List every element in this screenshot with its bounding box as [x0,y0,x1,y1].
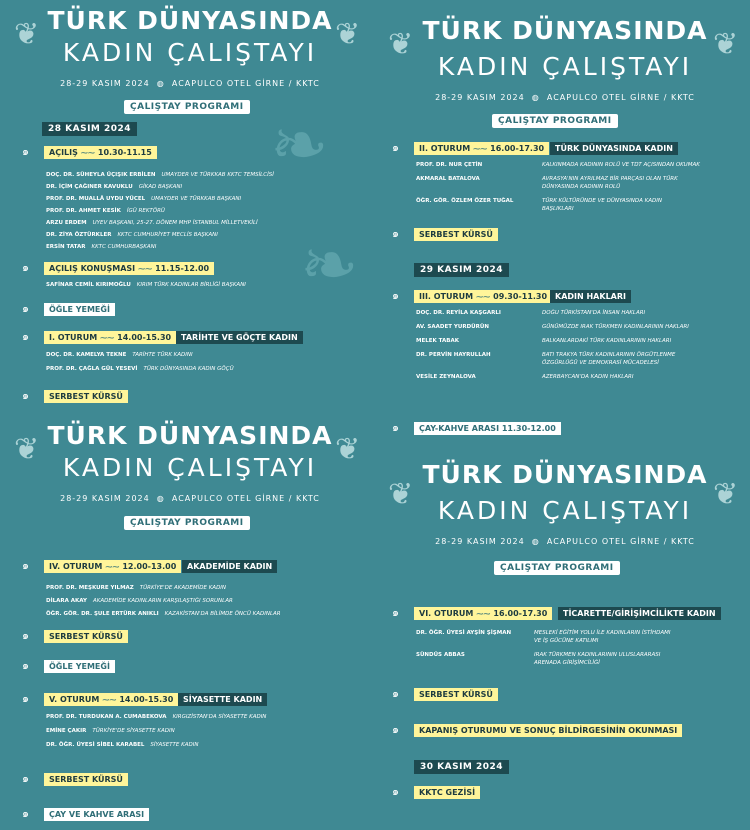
program-panel-4 [380,440,750,830]
speaker-topic-continued: VE İŞ GÜCÜNE KATILIMI [534,638,599,644]
swirl-bullet-icon: ๑ [22,261,29,274]
swirl-bullet-icon: ๑ [22,772,29,785]
speaker-topic: GÜNÜMÜZDE IRAK TÜRKMEN KADINLARININ HAKLARI [542,324,689,330]
speaker-topic: DOĞU TÜRKİSTAN'DA İNSAN HAKLARI [542,310,646,316]
swirl-ornament-icon: ❦ [335,17,361,52]
session-topic-2: TÜRK DÜNYASINDA KADIN [550,142,678,155]
speaker-row [46,232,218,238]
event-venue: ACAPULCO OTEL GİRNE / KKTC [171,494,320,503]
speaker-topic: TÜRK DÜNYASINDA KADIN GÖÇÜ [143,366,234,372]
speaker-name: SÜNDÜS ABBAS [416,652,465,658]
day-date-label: 29 KASIM 2024 [414,263,509,277]
page-title-line1: TÜRK DÜNYASINDA [422,460,708,489]
speaker-name: PROF. DR. AHMET KESİK [46,208,121,214]
speaker-topic: BALKANLARDAKİ TÜRK KADINLARININ HAKLARI [542,338,672,344]
speaker-row [46,220,258,226]
speaker-row [416,374,634,380]
swirl-ornament-icon: ❧ [300,224,359,306]
session-oturum-4: IV. OTURUM ⁓⁓ 12.00-13.00 [44,560,181,573]
event-dates: 28-29 KASIM 2024 [435,93,525,102]
session-topic-6: TİCARETTE/GİRİŞİMCİLİKTE KADIN [558,607,721,620]
speaker-topic: TÜRKİYE'DE SİYASETTE KADIN [92,728,175,734]
open-floor-label: SERBEST KÜRSÜ [44,390,128,403]
speaker-name: PROF. DR. MEŞKURE YILMAZ [46,585,134,591]
speaker-name: EMİNE ÇAKIR [46,728,87,734]
speaker-topic: İGÜ REKTÖRÜ [126,208,165,214]
speaker-name: ÖĞR. GÖR. ÖZLEM ÖZER TUĞAL [416,198,514,204]
speaker-name: DİLARA AKAY [46,598,88,604]
lunch-break-label: ÖĞLE YEMEĞİ [44,660,115,673]
program-label: ÇALIŞTAY PROGRAMI [124,100,250,114]
speaker-row [46,282,246,288]
program-panel-1 [0,0,380,415]
event-subtitle: 28-29 KASIM 2024 ◍ ACAPULCO OTEL GİRNE / KKTC [60,494,320,503]
speaker-row [46,208,165,214]
session-topic-1: TARİHTE VE GÖÇTE KADIN [176,331,303,344]
speaker-topic: BATI TRAKYA TÜRK KADINLARININ ÖRGÜTLENME [542,352,676,358]
day-date-label: 28 KASIM 2024 [42,122,137,136]
speaker-name: PROF. DR. TURDUKAN A. CUMABEKOVA [46,714,167,720]
speaker-row [46,728,175,734]
coffee-break-label: ÇAY VE KAHVE ARASI [44,808,149,821]
program-label: ÇALIŞTAY PROGRAMI [492,114,618,128]
session-oturum-6: VI. OTURUM ⁓⁓ 16.00-17.30 [414,607,552,620]
swirl-bullet-icon: ๑ [22,302,29,315]
event-subtitle: 28-29 KASIM 2024 ◍ ACAPULCO OTEL GİRNE / KKTC [435,93,695,102]
page-title-line2: KADIN ÇALIŞTAYI [437,52,693,81]
swirl-bullet-icon: ๑ [392,227,399,240]
speaker-topic: MESLEKİ EĞİTİM YOLU İLE KADINLARIN İSTİHDAMI [534,630,671,636]
speaker-topic: SİYASETTE KADIN [150,742,199,748]
event-dates: 28-29 KASIM 2024 [60,79,150,88]
speaker-row [46,172,274,178]
speaker-name: DR. İÇİM ÇAĞINER KAVUKLU [46,184,133,190]
speaker-row [416,652,661,658]
open-floor-label: SERBEST KÜRSÜ [44,630,128,643]
page-title-line2: KADIN ÇALIŞTAYI [62,38,318,67]
speaker-row [46,184,182,190]
speaker-topic: KALKINMADA KADININ ROLÜ VE TDT AÇISINDAN OKUMAK [542,162,700,168]
program-label: ÇALIŞTAY PROGRAMI [124,516,250,530]
swirl-ornament-icon: ❦ [713,477,739,512]
page-title-line2: KADIN ÇALIŞTAYI [437,496,693,525]
speaker-row [46,366,234,372]
event-venue: ACAPULCO OTEL GİRNE / KKTC [546,537,695,546]
speaker-name: SAFİNAR CEMİL KIRIMOĞLU [46,282,131,288]
speaker-topic: UMAYDER VE TÜRKKAB BAŞKANI [151,196,242,202]
speaker-row [416,310,646,316]
speaker-row [46,352,193,358]
speaker-name: DR. ÖĞR. ÜYESİ AYŞİN ŞİŞMAN [416,630,512,636]
day-date-label: 30 KASIM 2024 [414,760,509,774]
speaker-name: PROF. DR. MUALLÂ UYDU YÜCEL [46,196,146,202]
speaker-topic-continued: DÜNYASINDA KADININ ROLÜ [542,184,621,190]
swirl-bullet-icon: ๑ [392,785,399,798]
open-floor-label: SERBEST KÜRSÜ [414,688,498,701]
swirl-ornament-icon: ❦ [14,17,40,52]
session-topic-4: AKADEMİDE KADIN [182,560,277,573]
closing-session-label: KAPANIŞ OTURUMU VE SONUÇ BİLDİRGESİNİN OKUNMASI [414,724,682,737]
speaker-name: DOÇ. DR. SÜHEYLA ÜÇIŞIK ERBİLEN [46,172,156,178]
speaker-name: AKMARAL BATALOVA [416,176,480,182]
lunch-break-label: ÖĞLE YEMEĞİ [44,303,115,316]
speaker-name: DR. ZİYA ÖZTÜRKLER [46,232,112,238]
open-floor-label: SERBEST KÜRSÜ [44,773,128,786]
event-dates: 28-29 KASIM 2024 [435,537,525,546]
page-title-line2: KADIN ÇALIŞTAYI [62,453,318,482]
speaker-name: PROF. DR. ÇAĞLA GÜL YESEVİ [46,366,138,372]
speaker-topic: KAZAKİSTAN'DA BİLİMDE ÖNCÜ KADINLAR [164,611,281,617]
program-panel-3 [0,415,380,830]
speaker-name: DR. PERVİN HAYRULLAH [416,352,491,358]
program-panel-2 [380,0,750,440]
speaker-topic-continued: BAŞLIKLARI [542,206,574,212]
session-topic-5: SİYASETTE KADIN [178,693,267,706]
speaker-name: DOÇ. DR. KAMELYA TEKNE [46,352,127,358]
event-subtitle: 28-29 KASIM 2024 ◍ ACAPULCO OTEL GİRNE / KKTC [60,79,320,88]
speaker-topic-continued: ARENADA GİRİŞİMCİLİĞİ [534,660,600,666]
page-title-line1: TÜRK DÜNYASINDA [47,6,333,35]
speaker-row [46,196,241,202]
swirl-bullet-icon: ๑ [392,687,399,700]
swirl-bullet-icon: ๑ [22,629,29,642]
session-acilis: AÇILIŞ ⁓⁓ 10.30-11.15 [44,146,157,159]
swirl-bullet-icon: ๑ [392,421,399,434]
speaker-row [416,630,671,636]
swirl-ornament-icon: ❦ [713,27,739,62]
program-label: ÇALIŞTAY PROGRAMI [494,561,620,575]
session-oturum-3: III. OTURUM ⁓⁓ 09.30-11.30 [414,290,552,303]
swirl-ornament-icon: ❦ [388,27,414,62]
swirl-bullet-icon: ๑ [22,389,29,402]
swirl-bullet-icon: ๑ [22,145,29,158]
speaker-name: MELEK TABAK [416,338,459,344]
event-subtitle: 28-29 KASIM 2024 ◍ ACAPULCO OTEL GİRNE / KKTC [435,537,695,546]
speaker-row [46,742,198,748]
speaker-row [46,598,233,604]
swirl-bullet-icon: ๑ [22,807,29,820]
speaker-topic: TÜRK KÜLTÜRÜNDE VE DÜNYASINDA KADIN [542,198,662,204]
speaker-name: DR. ÖĞR. ÜYESİ SİBEL KARABEL [46,742,145,748]
swirl-ornament-icon: ❧ [270,104,329,186]
page-title-line1: TÜRK DÜNYASINDA [47,421,333,450]
speaker-topic: KKTC CUMHURBAŞKANI [91,244,157,250]
speaker-topic: KIRIM TÜRK KADINLAR BİRLİĞİ BAŞKANI [136,282,246,288]
event-dates: 28-29 KASIM 2024 [60,494,150,503]
speaker-topic: AZERBAYCAN'DA KADIN HAKLARI [542,374,634,380]
speaker-row [416,352,676,358]
speaker-topic: KKTC CUMHURİYET MECLİS BAŞKANI [117,232,218,238]
swirl-ornament-icon: ❦ [335,432,361,467]
speaker-topic-continued: ÖZGÜRLÜĞÜ VE DEMOKRASİ MÜCADELESİ [542,360,659,366]
speaker-name: DOÇ. DR. REYİLA KAŞGARLI [416,310,501,316]
speaker-name: ARZU ERDEM [46,220,87,226]
swirl-bullet-icon: ๑ [22,659,29,672]
swirl-ornament-icon: ❦ [14,432,40,467]
open-floor-label: SERBEST KÜRSÜ [414,228,498,241]
speaker-topic: UMAYDER VE TÜRKKAB KKTC TEMSİLCİSİ [161,172,274,178]
speaker-name: ERSİN TATAR [46,244,86,250]
swirl-bullet-icon: ๑ [392,606,399,619]
speaker-row [416,324,689,330]
speaker-topic: GİKAD BAŞKANI [138,184,183,190]
trip-label: KKTC GEZİSİ [414,786,480,799]
speaker-row [416,338,672,344]
swirl-bullet-icon: ๑ [22,559,29,572]
swirl-bullet-icon: ๑ [392,723,399,736]
speaker-row [46,585,226,591]
speaker-row [46,714,266,720]
page-title-line1: TÜRK DÜNYASINDA [422,16,708,45]
speaker-topic: TÜRKİYE'DE AKADEMİDE KADIN [139,585,227,591]
speaker-topic: TARİHTE TÜRK KADINI [132,352,193,358]
speaker-topic: AVRASYA'NIN AYRILMAZ BİR PARÇASI OLAN TÜRK [542,176,678,182]
speaker-name: PROF. DR. NUR ÇETİN [416,162,483,168]
speaker-row [416,198,662,204]
session-oturum-5: V. OTURUM ⁓⁓ 14.00-15.30 [44,693,178,706]
speaker-row [46,244,156,250]
swirl-bullet-icon: ๑ [392,141,399,154]
speaker-row [416,162,700,168]
speaker-name: ÖĞR. GÖR. DR. ŞULE ERTÜRK ANIKLI [46,611,159,617]
session-acilis-konusmasi: AÇILIŞ KONUŞMASI ⁓⁓ 11.15-12.00 [44,262,214,275]
session-topic-3: KADIN HAKLARI [550,290,631,303]
speaker-topic: UYEV BAŞKANI, 25-27. DÖNEM MHP İSTANBUL MİLLETVEKİLİ [92,220,258,226]
speaker-topic: IRAK TÜRKMEN KADINLARININ ULUSLARARASI [534,652,661,658]
event-venue: ACAPULCO OTEL GİRNE / KKTC [171,79,320,88]
speaker-name: VESİLE ZEYNALOVA [416,374,476,380]
speaker-topic: KIRGIZİSTAN'DA SİYASETTE KADIN [172,714,267,720]
session-oturum-1: I. OTURUM ⁓⁓ 14.00-15.30 [44,331,176,344]
speaker-row [46,611,281,617]
event-venue: ACAPULCO OTEL GİRNE / KKTC [546,93,695,102]
swirl-bullet-icon: ๑ [392,289,399,302]
session-oturum-2: II. OTURUM ⁓⁓ 16.00-17.30 [414,142,549,155]
speaker-name: AV. SAADET YURDÜRÜN [416,324,489,330]
speaker-topic: AKADEMİDE KADINLARIN KARŞILAŞTIĞI SORUNLAR [93,598,233,604]
speaker-row [416,176,678,182]
coffee-break-label: ÇAY-KAHVE ARASI 11.30-12.00 [414,422,561,435]
swirl-bullet-icon: ๑ [22,330,29,343]
swirl-ornament-icon: ❦ [388,477,414,512]
swirl-bullet-icon: ๑ [22,692,29,705]
